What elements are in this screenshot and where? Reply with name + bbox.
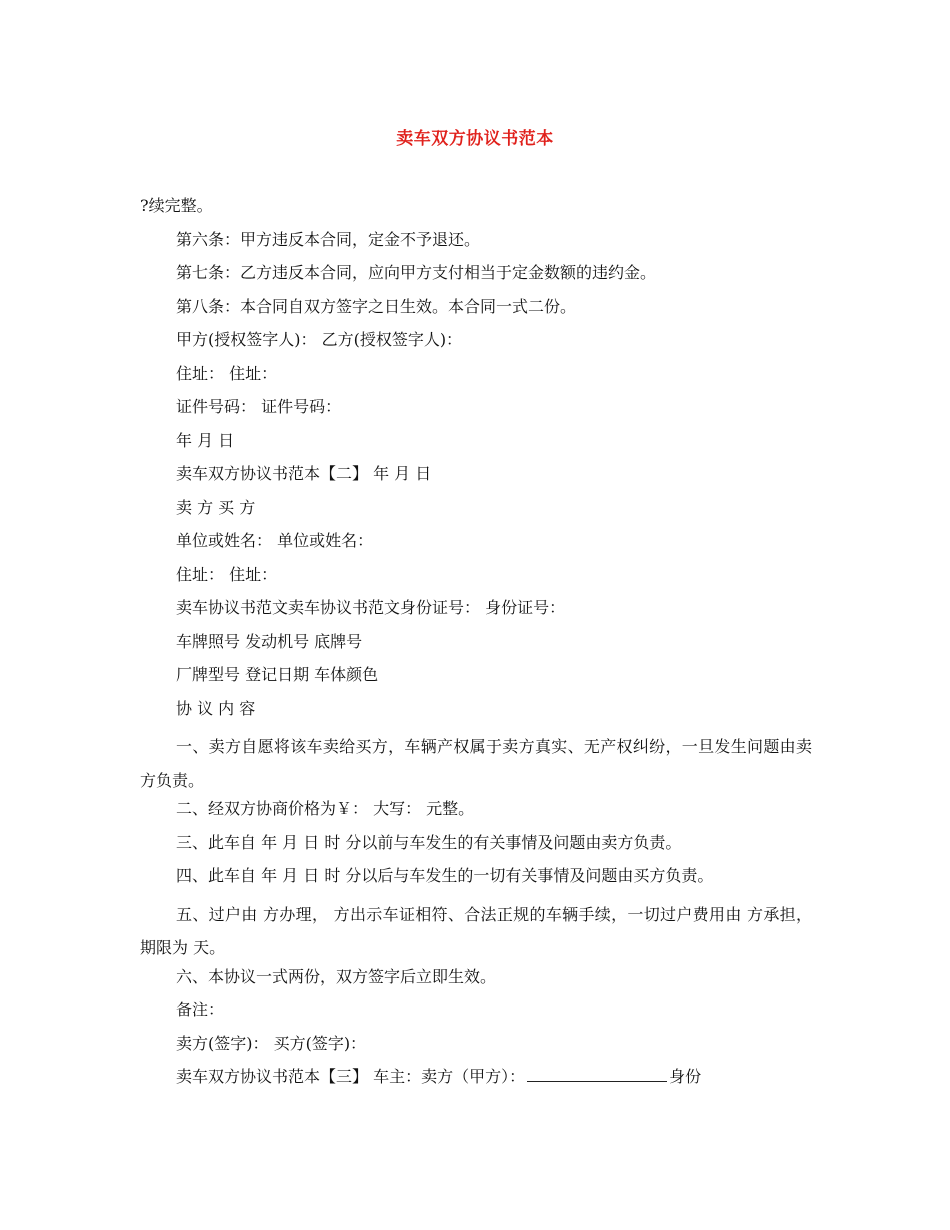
text-line: 协 议 内 容 <box>176 698 256 718</box>
text-line: 卖方(签字)： 买方(签字)： <box>176 1033 367 1053</box>
text-line: 六、本协议一式两份，双方签字后立即生效。 <box>176 966 497 986</box>
text-line: ?续完整。 <box>140 196 213 215</box>
text-line: 卖车双方协议书范本【二】 年 月 日 <box>176 464 432 483</box>
text-line: 单位或姓名： 单位或姓名： <box>176 531 374 550</box>
text-line: 卖 方 买 方 <box>176 497 256 517</box>
text-line: 二、经双方协商价格为￥： 大写： 元整。 <box>176 799 475 818</box>
text-line: 住址： 住址： <box>176 363 278 383</box>
text-line: 第七条：乙方违反本合同，应向甲方支付相当于定金数额的违约金。 <box>176 263 657 282</box>
text-line: 卖车协议书范文卖车协议书范文身份证号： 身份证号： <box>176 598 566 617</box>
text-line: 四、此车自 年 月 日 时 分以后与车发生的一切有关事情及问题由买方负责。 <box>176 866 714 885</box>
paragraph: 一、卖方自愿将该车卖给买方，车辆产权属于卖方真实、无产权纠纷，一旦发生问题由卖方负责。 <box>140 737 812 790</box>
text-line-with-blank <box>140 1065 812 1099</box>
last-line-suffix: 身份 <box>669 1067 702 1086</box>
paragraph: 五、过户由 方办理， 方出示车证相符、合法正规的车辆手续，一切过户费用由 方承担，期限为 天。 <box>140 904 812 957</box>
text-line: 厂牌型号 登记日期 车体颜色 <box>176 665 379 684</box>
text-line: 住址： 住址： <box>176 564 278 584</box>
text-line: 甲方(授权签字人)： 乙方(授权签字人)： <box>176 330 463 349</box>
text-line: 三、此车自 年 月 日 时 分以前与车发生的有关事情及问题由卖方负责。 <box>176 832 682 852</box>
fill-in-blank <box>527 1065 667 1082</box>
text-line: 年 月 日 <box>176 430 235 450</box>
text-line: 车牌照号 发动机号 底牌号 <box>176 631 363 651</box>
document-title: 卖车双方协议书范本 <box>396 129 554 149</box>
last-line-prefix: 卖车双方协议书范本【三】 车主：卖方（甲方）： <box>176 1067 526 1086</box>
text-line: 第六条：甲方违反本合同，定金不予退还。 <box>176 229 481 249</box>
text-line: 备注： <box>176 1000 225 1019</box>
text-line: 证件号码： 证件号码： <box>176 397 342 416</box>
document-body <box>140 194 812 1099</box>
text-line: 第八条：本合同自双方签字之日生效。本合同一式二份。 <box>176 296 577 316</box>
